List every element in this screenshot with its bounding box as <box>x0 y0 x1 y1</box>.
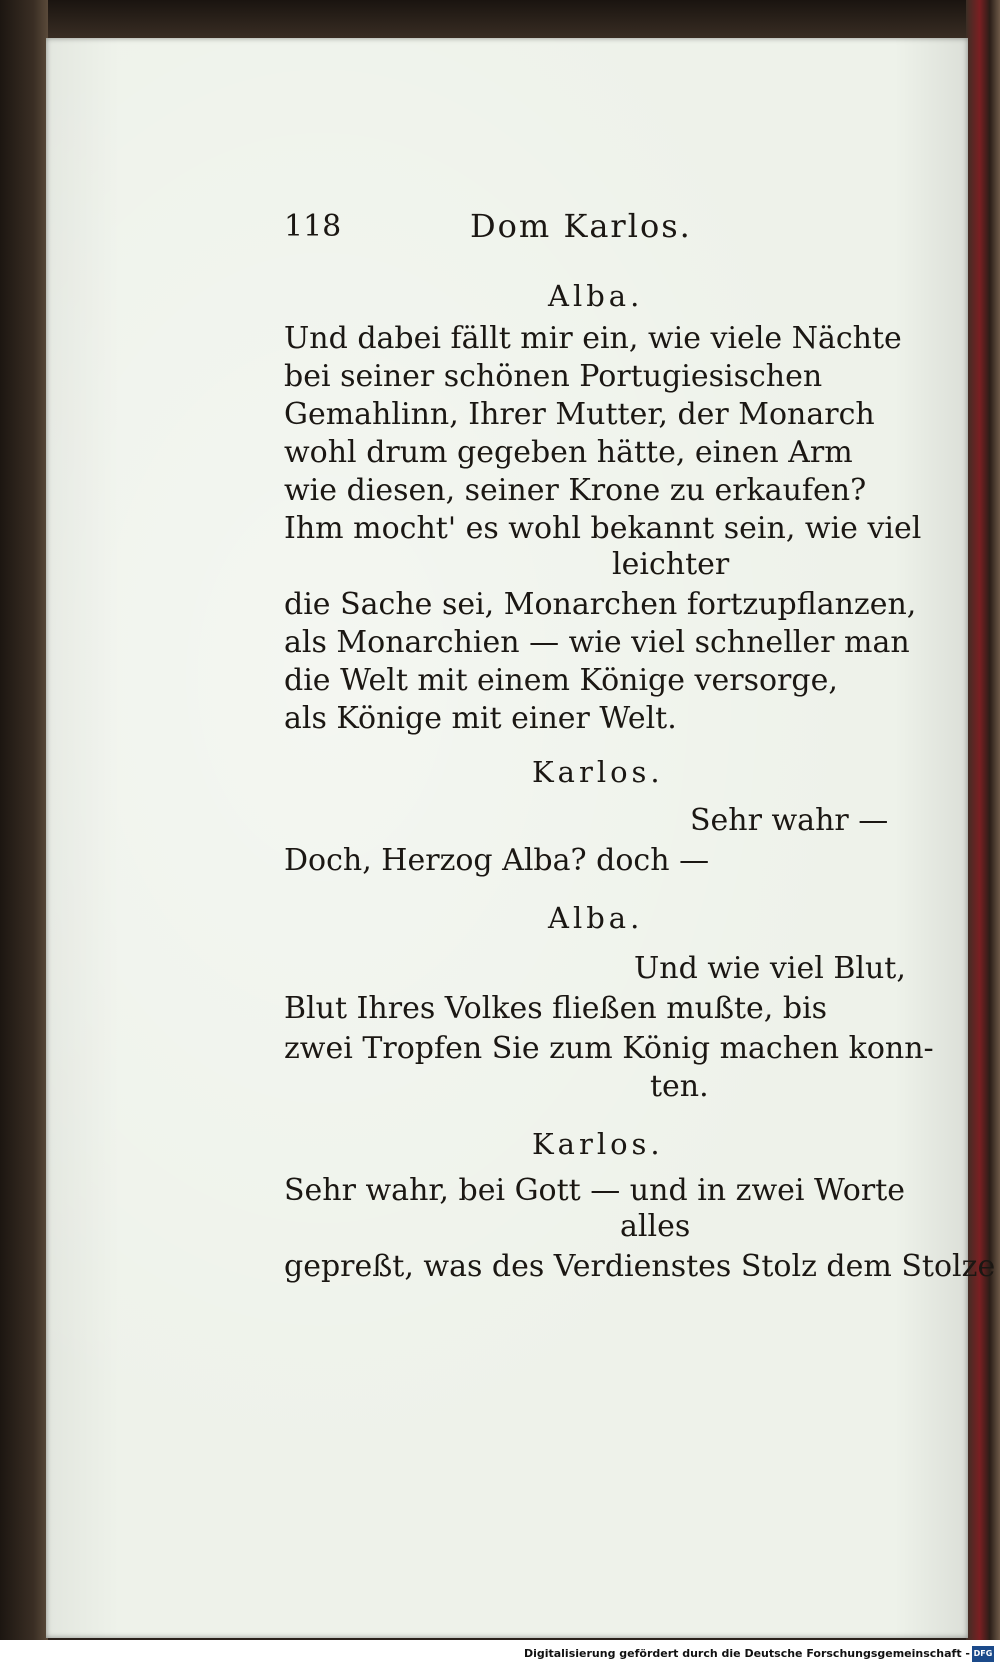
verse-line-overflow: alles <box>620 1209 691 1244</box>
speaker-karlos: Karlos. <box>532 755 664 789</box>
verse-line: wie diesen, seiner Krone zu erkaufen? <box>284 473 867 508</box>
verse-line: die Welt mit einem Könige versorge, <box>284 663 838 698</box>
book-page <box>46 38 968 1638</box>
running-title: Dom Karlos. <box>470 207 692 245</box>
verse-line: wohl drum gegeben hätte, einen Arm <box>284 435 853 470</box>
verse-line: Gemahlinn, Ihrer Mutter, der Monarch <box>284 397 875 432</box>
speaker-karlos: Karlos. <box>532 1127 664 1161</box>
verse-line: bei seiner schönen Portugiesischen <box>284 359 823 394</box>
scan-border-right <box>966 0 1000 1640</box>
funding-credit: Digitalisierung gefördert durch die Deutsche Forschungsgemeinschaft - <box>523 1647 970 1660</box>
verse-line: Ihm mocht' es wohl bekannt sein, wie viel <box>284 511 922 546</box>
verse-line: Und wie viel Blut, <box>634 951 906 986</box>
verse-line: gepreßt, was des Verdienstes Stolz dem Stolze <box>284 1249 996 1284</box>
dfg-logo: DFG <box>972 1646 994 1662</box>
page-number: 118 <box>284 209 342 244</box>
verse-line: Und dabei fällt mir ein, wie viele Nächte <box>284 321 902 356</box>
verse-line: zwei Tropfen Sie zum König machen konn- <box>284 1031 934 1066</box>
speaker-alba: Alba. <box>548 279 644 313</box>
scan-border-top <box>0 0 1000 40</box>
verse-line-overflow: leichter <box>612 547 730 582</box>
verse-line: Sehr wahr, bei Gott — und in zwei Worte <box>284 1173 906 1208</box>
verse-line: als Monarchien — wie viel schneller man <box>284 625 910 660</box>
verse-line: Blut Ihres Volkes fließen mußte, bis <box>284 991 828 1026</box>
scan-border-left <box>0 0 48 1640</box>
verse-line: die Sache sei, Monarchen fortzupflanzen, <box>284 587 917 622</box>
verse-line-overflow: ten. <box>650 1069 709 1104</box>
verse-line: als Könige mit einer Welt. <box>284 701 677 736</box>
verse-line: Sehr wahr — <box>690 803 889 838</box>
speaker-alba: Alba. <box>548 901 644 935</box>
verse-line: Doch, Herzog Alba? doch — <box>284 843 710 878</box>
digitization-footer <box>0 1640 1000 1670</box>
